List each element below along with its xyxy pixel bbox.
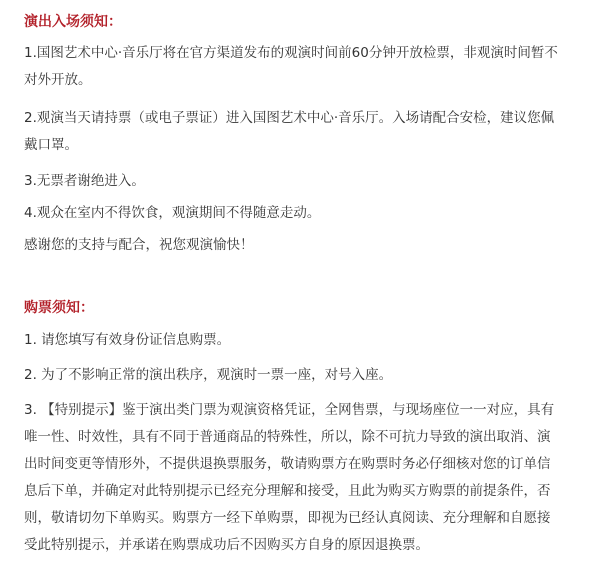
purchase-item-3 (24, 397, 584, 559)
entry-item-1 (24, 40, 584, 94)
entry-thanks (24, 232, 584, 259)
purchase-item-2 (24, 362, 584, 389)
purchase-item-1-line-1: 1. 请您填写有效身份证信息购票。 (24, 332, 231, 348)
entry-item-1-line-1: 1.国图艺术中心·音乐厅将在官方渠道发布的观演时间前60分钟开放检票，非观演时间暂不 (24, 45, 558, 61)
entry-item-3 (24, 168, 584, 195)
entry-thanks-line: 感谢您的支持与配合，祝您观演愉快！ (24, 237, 254, 253)
purchase-item-3-line-3: 出时间变更等情形外，不提供退换票服务，敬请购票方在购票时务必仔细核对您的订单信 (24, 456, 551, 472)
purchase-item-1 (24, 327, 584, 354)
purchase-item-3-line-4: 息后下单，并确定对此特别提示已经充分理解和接受，且此为购买方购票的前提条件，否 (24, 483, 551, 499)
purchase-notice-heading: 购票须知： (24, 300, 94, 316)
entry-notice-heading: 演出入场须知： (24, 14, 122, 30)
purchase-item-3-line-2: 唯一性、时效性，具有不同于普通商品的特殊性，所以，除不可抗力导致的演出取消、演 (24, 429, 551, 445)
entry-item-2-line-1: 2.观演当天请持票（或电子票证）进入国图艺术中心·音乐厅。入场请配合安检，建议您佩 (24, 110, 555, 126)
purchase-item-3-line-1: 3. 【特别提示】鉴于演出类门票为观演资格凭证，全网售票，与现场座位一一对应，具有 (24, 402, 555, 418)
entry-item-3-line-1: 3.无票者谢绝进入。 (24, 173, 145, 189)
entry-item-2 (24, 105, 584, 159)
purchase-item-3-line-6: 受此特别提示，并承诺在购票成功后不因购买方自身的原因退换票。 (24, 537, 429, 553)
purchase-item-3-line-5: 则，敬请切勿下单购买。购票方一经下单购票，即视为已经认真阅读、充分理解和自愿接 (24, 510, 551, 526)
entry-item-4-line-1: 4.观众在室内不得饮食，观演期间不得随意走动。 (24, 205, 321, 221)
entry-item-2-line-2: 戴口罩。 (24, 137, 78, 153)
entry-item-1-line-2: 对外开放。 (24, 72, 92, 88)
entry-item-4 (24, 200, 584, 227)
purchase-item-2-line-1: 2. 为了不影响正常的演出秩序，观演时一票一座，对号入座。 (24, 367, 393, 383)
